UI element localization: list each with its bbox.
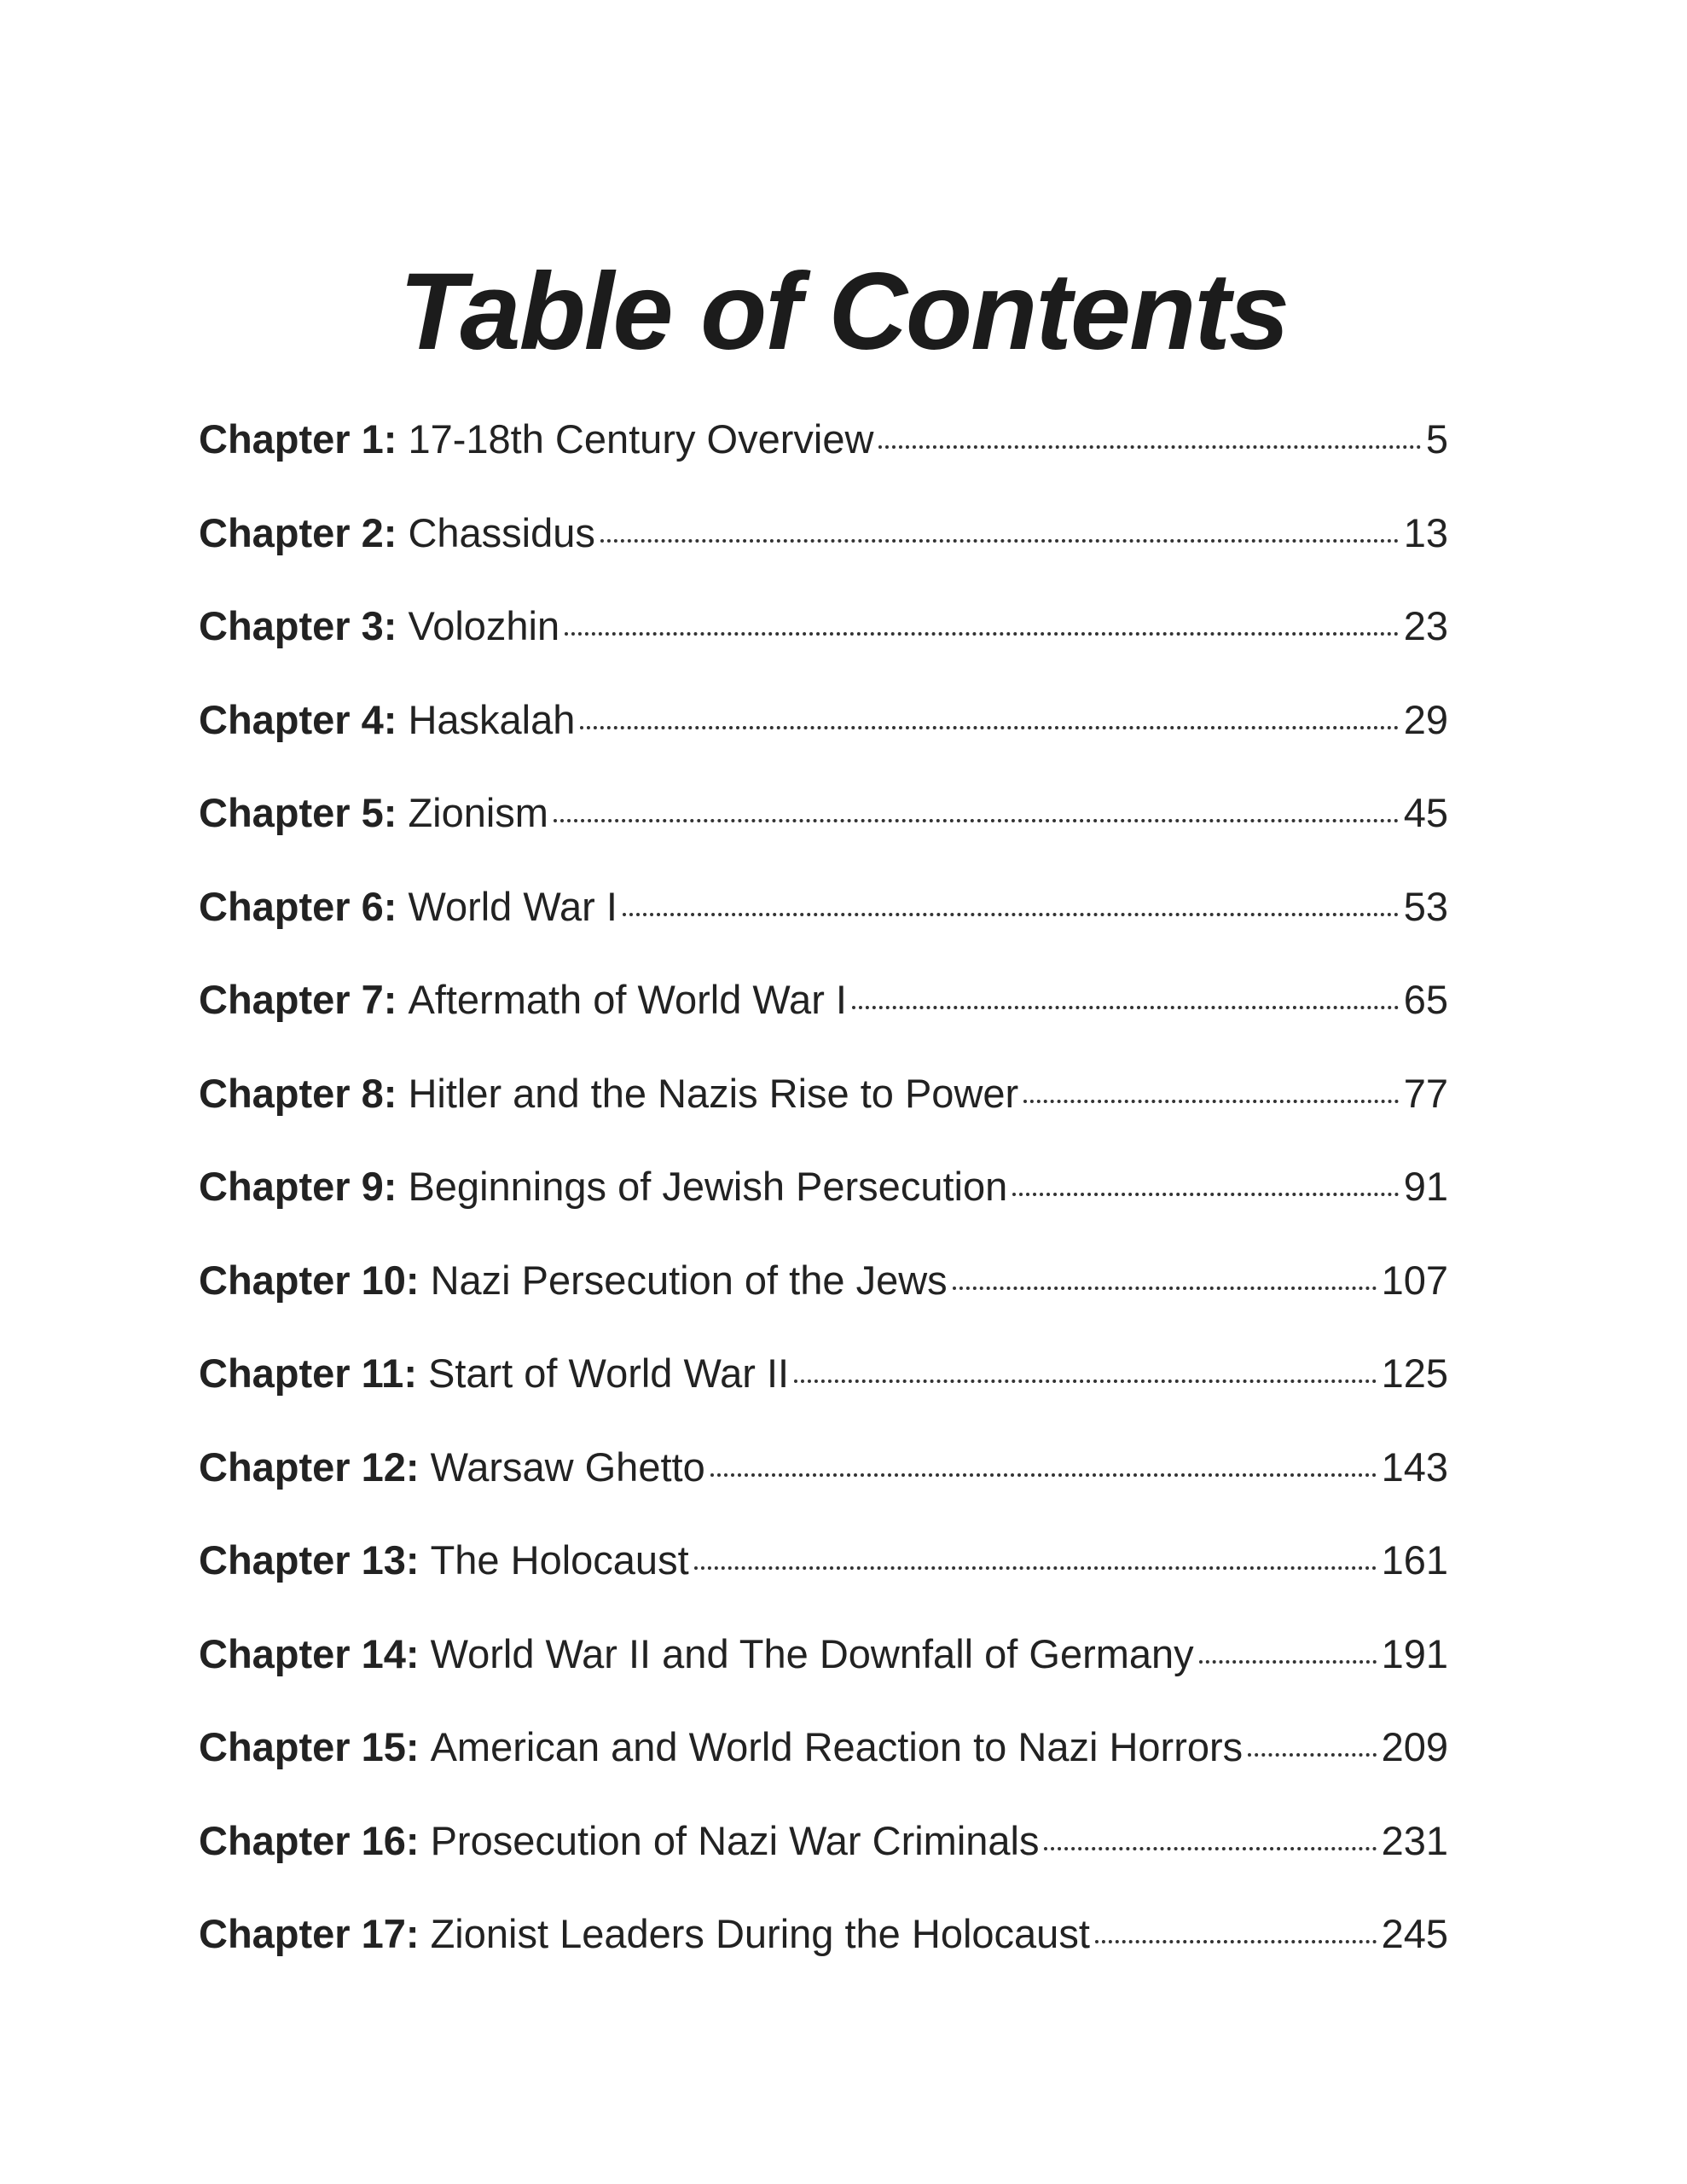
chapter-title: Zionism: [408, 790, 548, 835]
page-number: 77: [1403, 1070, 1448, 1116]
dot-leader: [623, 913, 1399, 916]
toc-entry: [199, 1155, 1448, 1249]
toc-list: [199, 408, 1448, 1996]
page-number: 53: [1403, 883, 1448, 929]
toc-entry: [199, 1716, 1448, 1809]
page-number: 23: [1403, 603, 1448, 648]
page-number: 29: [1403, 696, 1448, 742]
chapter-label: Chapter 6:: [199, 883, 397, 929]
chapter-label: Chapter 9:: [199, 1164, 397, 1209]
page-number: 161: [1381, 1537, 1448, 1583]
toc-entry: [199, 1623, 1448, 1716]
chapter-label: Chapter 5:: [199, 790, 397, 835]
chapter-title: Haskalah: [408, 696, 576, 742]
chapter-title: 17-18th Century Overview: [408, 416, 874, 462]
chapter-label: Chapter 11:: [199, 1350, 417, 1396]
chapter-title: Start of World War II: [427, 1350, 790, 1396]
chapter-title: World War I: [408, 883, 617, 929]
page-number: 125: [1381, 1350, 1448, 1396]
toc-entry: [199, 1342, 1448, 1436]
toc-entry: [199, 1529, 1448, 1623]
chapter-title: Aftermath of World War I: [408, 977, 847, 1022]
page-number: 143: [1381, 1443, 1448, 1490]
dot-leader: [1023, 1100, 1399, 1103]
page-number: 91: [1403, 1164, 1448, 1209]
page-number: 245: [1381, 1911, 1448, 1956]
page-number: 191: [1381, 1630, 1448, 1676]
toc-entry: [199, 1249, 1448, 1343]
toc-entry: [199, 688, 1448, 782]
page-number: 65: [1403, 977, 1448, 1022]
chapter-title: Volozhin: [408, 603, 560, 648]
dot-leader: [1044, 1847, 1376, 1850]
chapter-label: Chapter 17:: [199, 1911, 420, 1956]
page-number: 231: [1381, 1817, 1448, 1863]
dot-leader: [565, 632, 1399, 636]
toc-entry: [199, 502, 1448, 595]
page-number: 5: [1425, 416, 1448, 462]
chapter-title: Prosecution of Nazi War Criminals: [430, 1817, 1040, 1863]
page-number: 107: [1381, 1257, 1448, 1303]
dot-leader: [1095, 1940, 1377, 1943]
dot-leader: [554, 819, 1399, 822]
toc-entry: [199, 408, 1448, 502]
dot-leader: [1248, 1753, 1376, 1757]
dot-leader: [852, 1006, 1399, 1009]
page-title: Table of Contents: [398, 250, 1289, 373]
chapter-label: Chapter 4:: [199, 696, 397, 742]
toc-entry: [199, 1902, 1448, 1996]
chapter-label: Chapter 13:: [199, 1537, 420, 1583]
chapter-title: The Holocaust: [430, 1537, 689, 1583]
page-number: 209: [1381, 1724, 1448, 1769]
chapter-label: Chapter 2:: [199, 509, 397, 555]
chapter-label: Chapter 3:: [199, 603, 397, 648]
chapter-title: Beginnings of Jewish Persecution: [408, 1164, 1008, 1209]
toc-entry: [199, 1436, 1448, 1530]
toc-entry: [199, 1809, 1448, 1903]
dot-leader: [1012, 1193, 1398, 1196]
dot-leader: [1199, 1660, 1377, 1664]
toc-entry: [199, 595, 1448, 688]
dot-leader: [694, 1566, 1377, 1570]
toc-entry: [199, 875, 1448, 969]
chapter-title: Zionist Leaders During the Holocaust: [430, 1911, 1090, 1956]
dot-leader: [953, 1287, 1377, 1290]
chapter-label: Chapter 10:: [199, 1257, 420, 1303]
chapter-label: Chapter 1:: [199, 416, 397, 462]
page-number: 45: [1403, 790, 1448, 835]
toc-entry: [199, 781, 1448, 875]
dot-leader: [600, 539, 1399, 543]
chapter-label: Chapter 12:: [199, 1443, 420, 1490]
chapter-title: Chassidus: [408, 509, 595, 555]
dot-leader: [878, 445, 1420, 449]
chapter-title: World War II and The Downfall of Germany: [430, 1630, 1194, 1676]
chapter-label: Chapter 16:: [199, 1817, 420, 1863]
chapter-title: Hitler and the Nazis Rise to Power: [408, 1070, 1019, 1116]
chapter-title: Nazi Persecution of the Jews: [430, 1257, 948, 1303]
dot-leader: [580, 726, 1398, 729]
page-number: 13: [1403, 509, 1448, 555]
chapter-label: Chapter 14:: [199, 1630, 420, 1676]
chapter-label: Chapter 7:: [199, 977, 397, 1022]
dot-leader: [794, 1380, 1377, 1383]
chapter-label: Chapter 15:: [199, 1724, 420, 1769]
toc-entry: [199, 1062, 1448, 1156]
dot-leader: [710, 1473, 1377, 1477]
toc-entry: [199, 968, 1448, 1062]
chapter-title: American and World Reaction to Nazi Horrors: [430, 1724, 1244, 1769]
chapter-label: Chapter 8:: [199, 1070, 397, 1116]
chapter-title: Warsaw Ghetto: [430, 1443, 705, 1490]
